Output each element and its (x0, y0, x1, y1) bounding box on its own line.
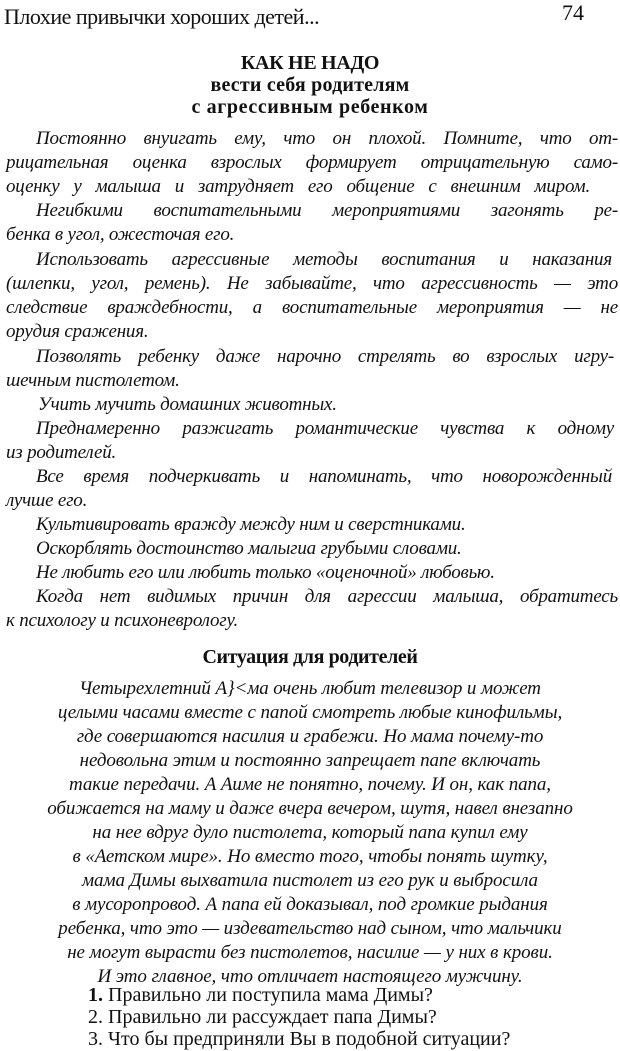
body-line: оценку у малыша и затрудняет его общение с внешним миром. (6, 176, 590, 197)
page-number: 74 (562, 0, 584, 25)
question-text: Что бы предприняли Вы в подобной ситуации? (108, 1028, 511, 1050)
situation-line: не могут вырасти без пистолетов, насилие — у них в крови. (67, 942, 553, 963)
running-title: Плохие привычки хороших детей... (4, 4, 320, 29)
body-line: к психологу и психоневрологу. (6, 610, 239, 631)
situation-line: И это главное, что отличает настоящего мужчину. (97, 966, 523, 987)
body-line: Культивировать вражду между ним и сверстниками. (36, 514, 466, 535)
body-line: следствие враждебности, а воспитательные мероприятия — не (6, 297, 618, 318)
situation-line: на нее вдруг дуло пистолета, который папа купил ему (92, 822, 528, 843)
body-line: бенка в угол, ожесточая его. (6, 224, 235, 245)
heading-line-3: с агрессивным ребенком (191, 96, 429, 118)
question-number: 2. (88, 1006, 103, 1028)
heading-line-1: КАК НЕ НАДО (240, 52, 380, 74)
body-line: из родителей. (6, 442, 117, 463)
heading-line-2: вести себя родителям (210, 74, 410, 96)
body-line: шечным пистолетом. (6, 370, 180, 391)
question-2 (88, 1006, 437, 1029)
question-text: Правильно ли рассуждает папа Димы? (108, 1006, 437, 1028)
body-line: Все время подчеркивать и напоминать, что новорожденный (36, 466, 612, 487)
question-text: Правильно ли поступила мама Димы? (108, 984, 433, 1006)
question-3 (88, 1028, 510, 1051)
body-line: Преднамеренно разжигать романтические чувства к одному (36, 418, 614, 439)
situation-line: обижается на маму и даже вчера вечером, шутя, навел внезапно (47, 798, 573, 819)
body-line: Постоянно внуигать ему, что он плохой. Помните, что от- (36, 128, 618, 149)
body-line: Оскорблять достоинство малыгиа грубыми словами. (36, 538, 462, 559)
situation-line: где совершаются насилия и грабежи. Но мама почему-то (76, 726, 544, 747)
body-line: Когда нет видимых причин для агрессии малыша, обратитесь (36, 586, 618, 607)
body-line: Использовать агрессивные методы воспитания и наказания (36, 249, 612, 270)
situation-line: в мусоропровод. А папа ей доказывал, под громкие рыдания (72, 894, 548, 915)
situation-title: Ситуация для родителей (202, 646, 418, 668)
situation-line: в «Аетском мире». Но вместо того, чтобы понять шутку, (72, 846, 548, 867)
situation-line: мама Димы выхватила пистолет из его рук и выбросила (82, 870, 538, 891)
situation-line: недовольна этим и постоянно запрещает папе включать (79, 750, 541, 771)
situation-line: Четырехлетний А}<ма очень любит телевизор и может (79, 678, 541, 699)
body-line: Позволять ребенку даже нарочно стрелять во взрослых игру- (36, 346, 614, 367)
situation-line: ребенка, что это — издевательство над сыном, что мальчики (58, 918, 562, 939)
body-line: рицательная оценка взрослых формирует отрицательную само- (6, 152, 618, 173)
question-1 (88, 984, 433, 1007)
body-line: (шлепки, угол, ремень). Не забывайте, что агрессивность — это (6, 273, 618, 294)
body-line: Учить мучить домашних животных. (38, 394, 337, 415)
body-line: Не любить его или любить только «оценочной» любовью. (36, 562, 495, 583)
question-number: 1. (88, 984, 103, 1006)
body-line: орудия сражения. (6, 321, 149, 342)
situation-line: целыми часами вместе с папой смотреть любые кинофильмы, (57, 702, 563, 723)
body-line: лучше его. (6, 490, 88, 511)
situation-line: такие передачи. А Аиме не понятно, почему. И он, как папа, (69, 774, 551, 795)
question-number: 3. (88, 1028, 103, 1050)
body-line: Негибкими воспитательными мероприятиями загонять ре- (36, 200, 618, 221)
